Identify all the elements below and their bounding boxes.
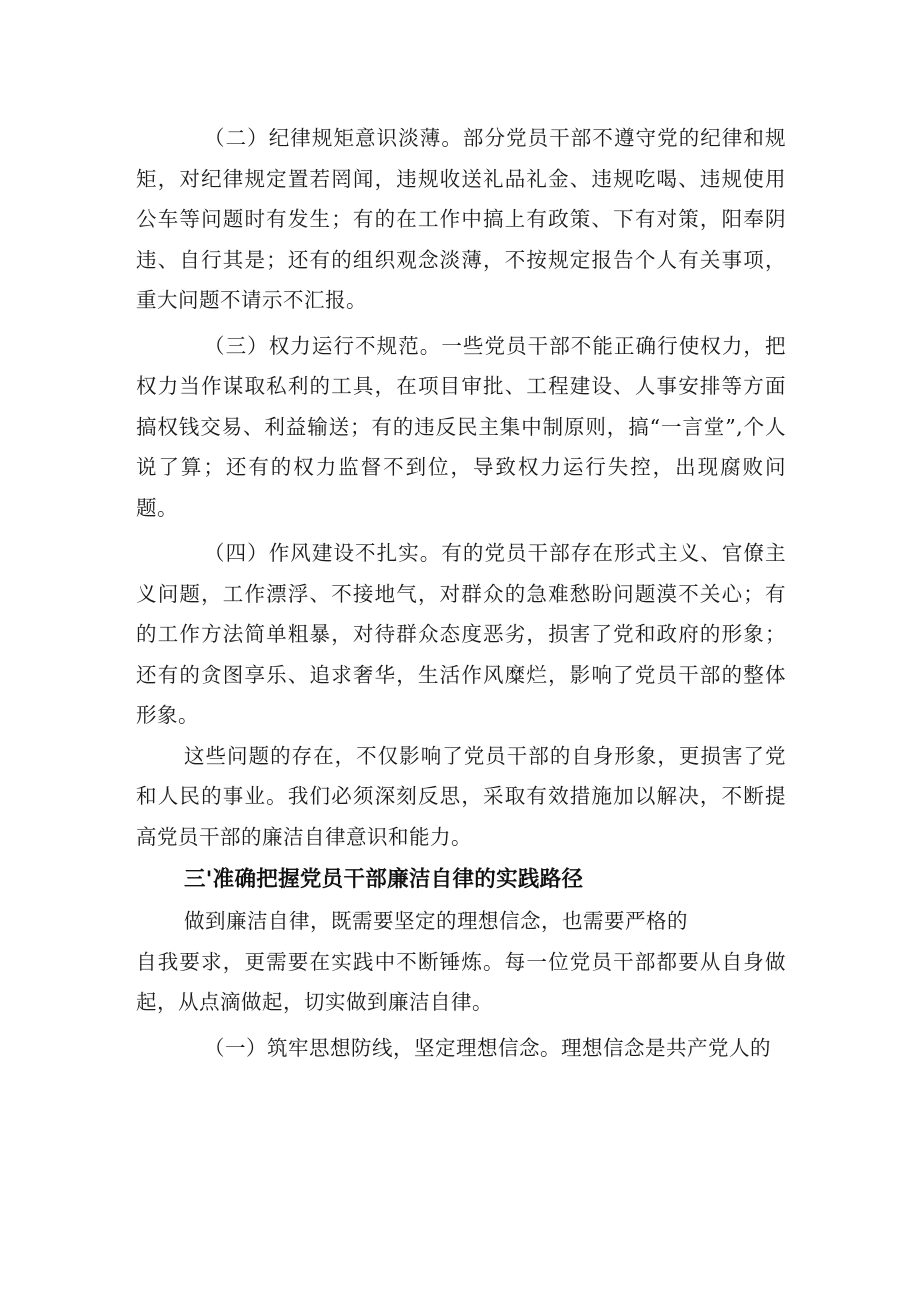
document-body	[136, 118, 786, 1068]
paragraph-work-style: （四）作风建设不扎实。有的党员干部存在形式主义、官僚主义问题，工作漂浮、不接地气，对群众的急难愁盼问题漠不关心；有的工作方法简单粗暴，对待群众态度恶劣，损害了党和政府的形象；还有的贪图享乐、追求奢华，生活作风糜烂，影响了党员干部的整体形象。	[136, 541, 786, 727]
section-heading-three: 三'准确把握党员干部廉洁自律的实践路径	[184, 867, 584, 892]
paragraph-power-operation: （三）权力运行不规范。一些党员干部不能正确行使权力，把权力当作谋取私利的工具，在项目审批、工程建设、人事安排等方面搞权钱交易、利益输送；有的违反民主集中制原则，搞“一言堂”,个人说了算；还有的权力监督不到位，导致权力运行失控，出现腐败问题。	[136, 333, 786, 520]
paragraph-summary: 这些问题的存在，不仅影响了党员干部的自身形象，更损害了党和人民的事业。我们必须深刻反思，采取有效措施加以解决，不断提高党员干部的廉洁自律意识和能力。	[136, 743, 786, 849]
intro-rest: 自我要求，更需要在实践中不断锤炼。每一位党员干部都要从自身做起，从点滴做起，切实做到廉洁自律。	[136, 949, 786, 1014]
paragraph-intro	[136, 901, 786, 1023]
intro-first-line: 做到廉洁自律，既需要坚定的理想信念，也需要严格的	[184, 909, 688, 933]
paragraph-discipline-awareness: （二）纪律规矩意识淡薄。部分党员干部不遵守党的纪律和规矩，对纪律规定置若罔闻，违规收送礼品礼金、违规吃喝、违规使用公车等问题时有发生；有的在工作中搞上有政策、下有对策，阳奉阴违、自行其是；还有的组织观念淡薄，不按规定报告个人有关事项，重大问题不请示不汇报。	[136, 126, 786, 312]
paragraph-ideals-beliefs: （一）筑牢思想防线，坚定理想信念。理想信念是共产党人的	[204, 1035, 771, 1060]
